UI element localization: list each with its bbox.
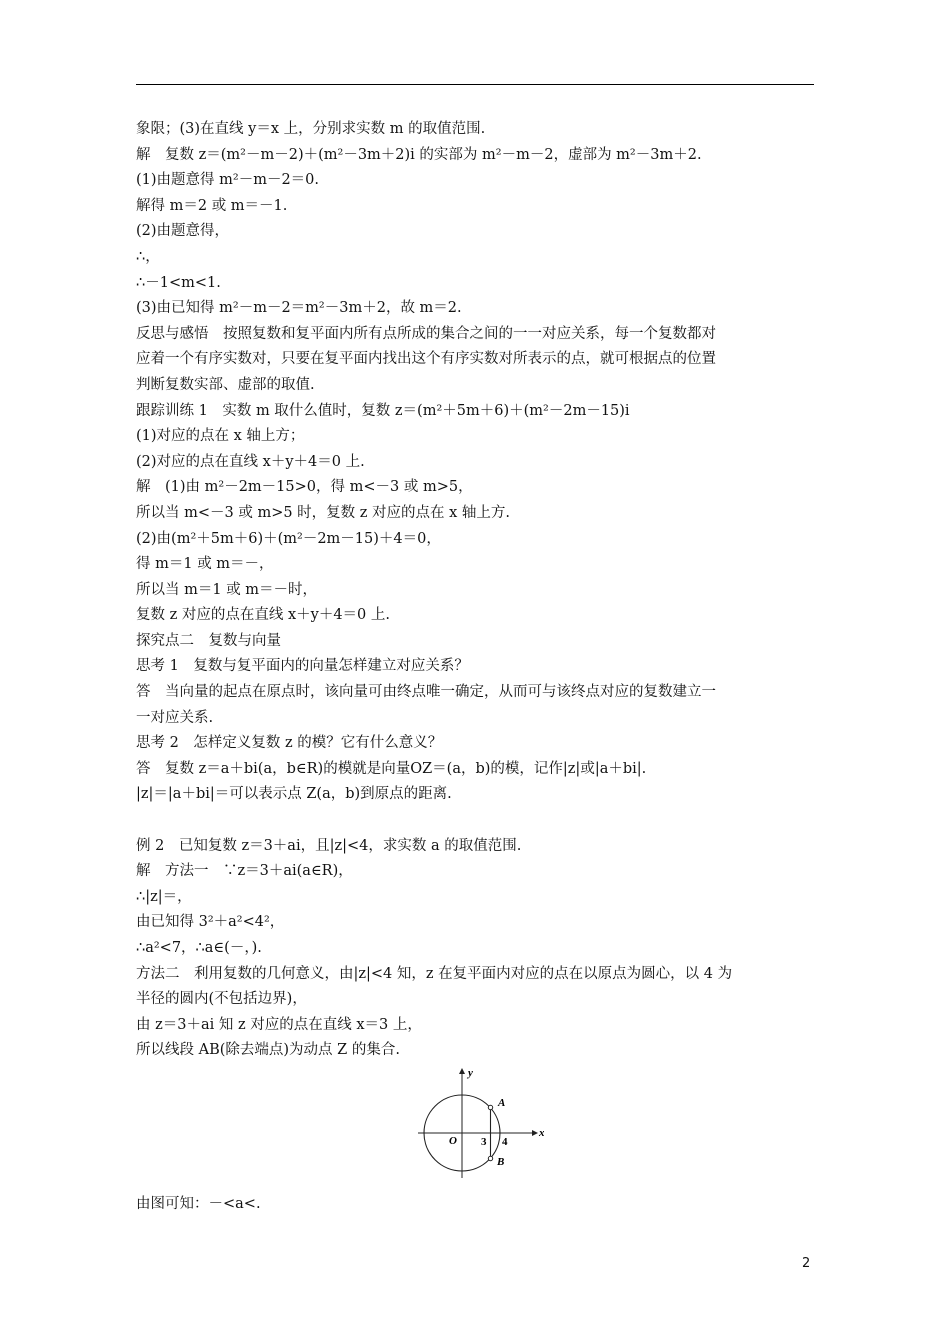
- text-line: (3)由已知得 m²－m－2＝m²－3m＋2，故 m＝2.: [136, 300, 462, 317]
- text-line: 所以当 m＝1 或 m＝－时，: [136, 581, 318, 598]
- origin-label: O: [449, 1134, 457, 1147]
- x-axis-label: x: [539, 1126, 544, 1139]
- text-line: 探究点二 复数与向量: [136, 632, 281, 649]
- complex-plane-figure: [136, 1064, 816, 1182]
- text-line: ∴|z|＝，: [136, 888, 192, 905]
- text-line: (2)由题意得，: [136, 223, 230, 240]
- text-line: 应着一个有序实数对，只要在复平面内找出这个有序实数对所表示的点，就可根据点的位置: [136, 351, 716, 368]
- text-line: 复数 z 对应的点在直线 x＋y＋4＝0 上.: [136, 607, 391, 624]
- blank-line: [136, 808, 816, 834]
- point-a-label: A: [498, 1096, 506, 1109]
- text-line: 一对应关系.: [136, 709, 214, 726]
- text-line: (2)由(m²＋5m＋6)＋(m²－2m－15)＋4＝0，: [136, 530, 441, 547]
- header-rule: [136, 84, 814, 85]
- point-b-label: B: [497, 1155, 505, 1168]
- text-line: 由 z＝3＋ai 知 z 对应的点在直线 x＝3 上，: [136, 1016, 422, 1033]
- circle-diagram: [414, 1064, 544, 1182]
- text-line: 判断复数实部、虚部的取值.: [136, 376, 315, 393]
- text-line: 解 方法一 ∵z＝3＋ai(a∈R)，: [136, 863, 353, 880]
- text-line: (1)对应的点在 x 轴上方；: [136, 428, 305, 445]
- text-line: 跟踪训练 1 实数 m 取什么值时，复数 z＝(m²＋5m＋6)＋(m²－2m－15)i: [136, 402, 630, 419]
- tick-4-label: 4: [502, 1135, 508, 1148]
- text-line: 由已知得 3²＋a²<4²，: [136, 914, 285, 931]
- text-line: 解得 m＝2 或 m＝－1.: [136, 197, 288, 214]
- text-line: 半径的圆内(不包括边界)，: [136, 991, 307, 1008]
- conclusion-line: 由图可知：－<a<.: [136, 1195, 261, 1212]
- text-line: 所以当 m<－3 或 m>5 时，复数 z 对应的点在 x 轴上方.: [136, 504, 511, 521]
- text-line: 解 复数 z＝(m²－m－2)＋(m²－3m＋2)i 的实部为 m²－m－2，虚部为 m²－3m＋2.: [136, 146, 702, 163]
- text-line: 答 复数 z＝a＋bi(a，b∈R)的模就是向量OZ＝(a，b)的模，记作|z|或|a＋bi|.: [136, 760, 647, 777]
- text-line: 反思与感悟 按照复数和复平面内所有点所成的集合之间的一一对应关系，每一个复数都对: [136, 325, 716, 342]
- text-line: 得 m＝1 或 m＝－，: [136, 556, 274, 573]
- text-line: 例 2 已知复数 z＝3＋ai，且|z|<4，求实数 a 的取值范围.: [136, 837, 522, 854]
- text-block-1: [136, 117, 816, 808]
- page-body: [136, 117, 816, 1218]
- text-line: (1)由题意得 m²－m－2＝0.: [136, 172, 320, 189]
- text-block-2: [136, 834, 816, 1064]
- text-line: (2)对应的点在直线 x＋y＋4＝0 上.: [136, 453, 365, 470]
- text-line: |z|＝|a＋bi|＝可以表示点 Z(a，b)到原点的距离.: [136, 786, 452, 803]
- y-axis-label: y: [468, 1066, 473, 1079]
- text-line: 解 (1)由 m²－2m－15>0，得 m<－3 或 m>5，: [136, 479, 473, 496]
- text-line: ∴，: [136, 248, 160, 265]
- text-line: 象限；(3)在直线 y＝x 上，分别求实数 m 的取值范围.: [136, 121, 486, 137]
- text-line: ∴－1<m<1.: [136, 274, 221, 291]
- text-line: 所以线段 AB(除去端点)为动点 Z 的集合.: [136, 1042, 400, 1059]
- text-line: 思考 1 复数与复平面内的向量怎样建立对应关系？: [136, 658, 469, 675]
- text-line: 答 当向量的起点在原点时，该向量可由终点唯一确定，从而可与该终点对应的复数建立一: [136, 684, 716, 701]
- text-line: 方法二 利用复数的几何意义，由|z|<4 知，z 在复平面内对应的点在以原点为圆心，以 4 为: [136, 965, 733, 982]
- tick-3-label: 3: [481, 1135, 487, 1148]
- text-line: 思考 2 怎样定义复数 z 的模？它有什么意义？: [136, 735, 443, 752]
- text-line: ∴a²<7，∴a∈(－，).: [136, 940, 262, 956]
- page-number: 2: [802, 1256, 811, 1271]
